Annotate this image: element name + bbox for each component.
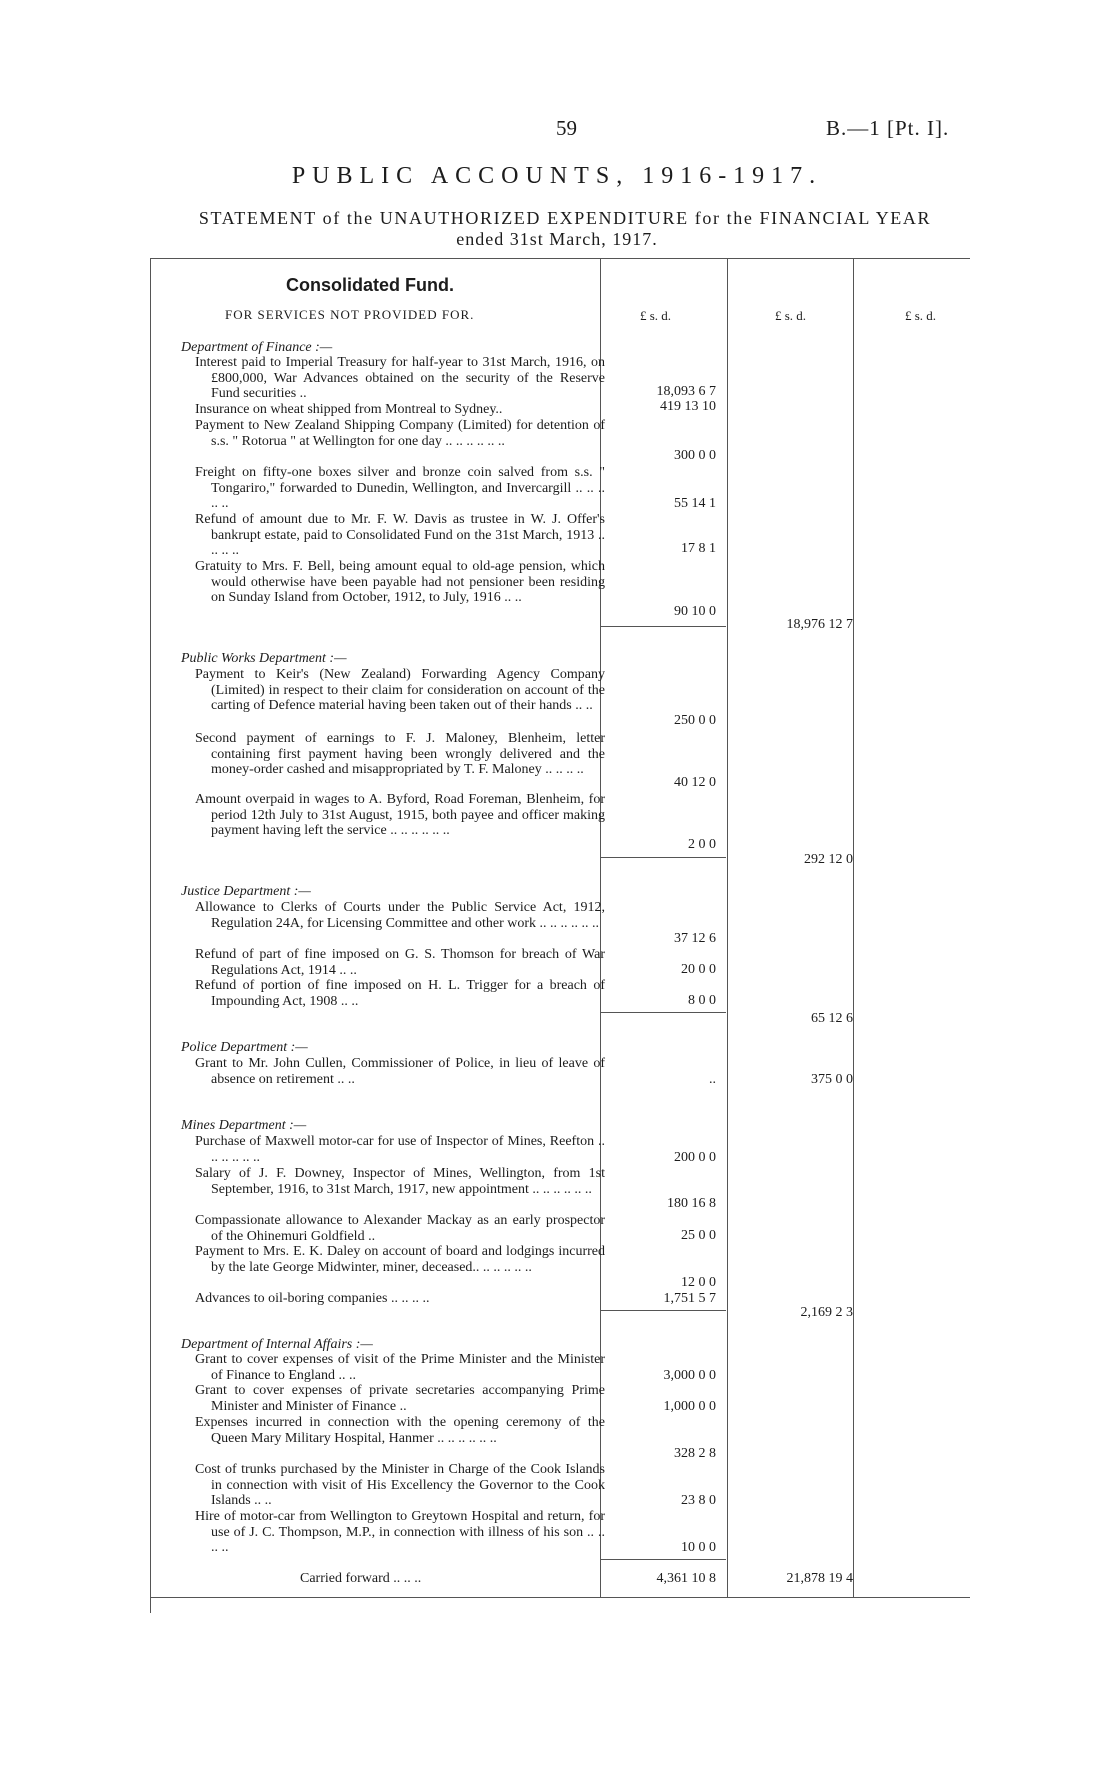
item-amount: 55 14 1 [674,496,716,511]
statement-period: ended 31st March, 1917. [456,229,658,249]
subtotal-rule [600,1012,726,1013]
item-amount: 40 12 0 [674,775,716,790]
carried-forward-amount-1: 4,361 10 8 [656,1571,716,1586]
expenditure-item: Salary of J. F. Downey, Inspector of Mines, Wellington, from 1st September, 1916, to 31st March, 1917, new appointment .. .. .. .. .. .. [195,1166,605,1197]
item-amount: 17 8 1 [681,541,716,556]
carried-forward-label: Carried forward .. .. .. [300,1571,422,1586]
expenditure-item: Expenses incurred in connection with the opening ceremony of the Queen Mary Military Hospital, Hanmer .. .. .. .. .. .. [195,1415,605,1446]
department-total: 65 12 6 [811,1011,853,1026]
amount-column-2-rule [727,258,728,1598]
document-reference: B.—1 [Pt. I]. [826,116,950,140]
item-amount: 90 10 0 [674,604,716,619]
expenditure-item: Compassionate allowance to Alexander Mackay as an early prospector of the Ohinemuri Goldfield .. [195,1213,605,1244]
item-amount: 12 0 0 [681,1275,716,1290]
subtotal-rule [600,857,726,858]
currency-header-3: £ s. d. [905,308,937,323]
subtotal-rule [600,1559,726,1560]
item-amount: 25 0 0 [681,1228,716,1243]
expenditure-item: Payment to Mrs. E. K. Daley on account of board and lodgings incurred by the late George Midwinter, miner, deceased.. .. .. .. .. .. [195,1244,605,1275]
item-amount: 2 0 0 [688,837,716,852]
item-amount: 20 0 0 [681,962,716,977]
currency-header-2: £ s. d. [775,308,807,323]
subtotal-rule [600,626,726,627]
item-amount: 1,751 5 7 [663,1291,716,1306]
table-top-rule [150,258,970,259]
item-amount: 3,000 0 0 [663,1368,716,1383]
expenditure-item: Allowance to Clerks of Courts under the Public Service Act, 1912, Regulation 24A, for Licensing Committee and other work .. .. .. .. .. .. [195,900,605,931]
expenditure-item: Amount overpaid in wages to A. Byford, Road Foreman, Blenheim, for period 12th July to 31st August, 1915, both payee and officer making payment having left the service .. .. .. .. .. .. [195,792,605,839]
department-heading: Department of Internal Affairs :— [181,1337,373,1352]
expenditure-item: Refund of portion of fine imposed on H. L. Trigger for a breach of Impounding Act, 1908 .. .. [195,978,605,1009]
expenditure-item: Payment to New Zealand Shipping Company (Limited) for detention of s.s. " Rotorua " at Wellington for one day .. .. .. .. .. .. [195,418,605,449]
department-total: 18,976 12 7 [786,617,853,632]
expenditure-item: Interest paid to Imperial Treasury for half-year to 31st March, 1916, on £800,000, War Advances obtained on the security of the Reserve Fund securities .. [195,355,605,402]
expenditure-item: Gratuity to Mrs. F. Bell, being amount equal to old-age pension, which would otherwise have been payable had not pensioner been residing on Sunday Island from October, 1912, to July, 1916 .. .. [195,559,605,606]
statement-title: STATEMENT of the UNAUTHORIZED EXPENDITURE for the FINANCIAL YEAR [198,208,932,228]
item-amount: 180 16 8 [667,1196,716,1211]
expenditure-item: Purchase of Maxwell motor-car for use of Inspector of Mines, Reefton .. .. .. .. .. .. [195,1134,605,1165]
table-bottom-rule [150,1597,970,1598]
expenditure-item: Payment to Keir's (New Zealand) Forwarding Agency Company (Limited) in respect to their claim for consideration on account of the carting of Defence material having been taken out of their hands .. .. [195,667,605,714]
department-heading: Public Works Department :— [181,651,347,666]
department-total: 2,169 2 3 [800,1305,853,1320]
item-amount: 8 0 0 [688,993,716,1008]
item-amount: 18,093 6 7 [656,384,716,399]
expenditure-item: Grant to cover expenses of visit of the Prime Minister and the Minister of Finance to England .. .. [195,1352,605,1383]
subtotal-rule [600,1310,726,1311]
page-title: PUBLIC ACCOUNTS, 1916-1917. [291,163,823,189]
expenditure-item: Insurance on wheat shipped from Montreal to Sydney.. [195,402,503,417]
expenditure-item: Second payment of earnings to F. J. Maloney, Blenheim, letter containing first payment having been wrongly delivered and the money-order cashed and misappropriated by T. F. Maloney .. .. .. .. [195,731,605,778]
department-total: 375 0 0 [811,1072,853,1087]
expenditure-item: Advances to oil-boring companies .. .. .. .. [195,1291,430,1306]
services-heading: FOR SERVICES NOT PROVIDED FOR. [225,307,475,322]
department-total: 292 12 0 [804,852,853,867]
item-amount: 419 13 10 [660,399,716,414]
department-heading: Police Department :— [181,1040,308,1055]
currency-header-1: £ s. d. [640,308,672,323]
fund-title: Consolidated Fund. [286,275,454,295]
department-heading: Justice Department :— [181,884,311,899]
page-number: 59 [556,116,577,140]
expenditure-item: Cost of trunks purchased by the Minister in Charge of the Cook Islands in connection with visit of His Excellency the Governor to the Cook Islands .. .. [195,1462,605,1509]
expenditure-item: Grant to Mr. John Cullen, Commissioner of Police, in lieu of leave of absence on retirement .. .. [195,1056,605,1087]
expenditure-item: Freight on fifty-one boxes silver and bronze coin salved from s.s. " Tongariro," forwarded to Dunedin, Wellington, and Invercargill .. .. .. .. .. [195,465,605,512]
expenditure-item: Hire of motor-car from Wellington to Greytown Hospital and return, for use of J. C. Thompson, M.P., in connection with illness of his son .. .. .. .. [195,1509,605,1556]
item-amount: .. [709,1072,716,1087]
department-heading: Mines Department :— [181,1118,307,1133]
carried-forward-amount-2: 21,878 19 4 [786,1571,853,1586]
item-amount: 37 12 6 [674,931,716,946]
table-left-rule [150,258,151,1613]
item-amount: 250 0 0 [674,713,716,728]
item-amount: 10 0 0 [681,1540,716,1555]
department-heading: Department of Finance :— [181,340,333,355]
amount-column-3-rule [853,258,854,1598]
item-amount: 23 8 0 [681,1493,716,1508]
expenditure-item: Grant to cover expenses of private secretaries accompanying Prime Minister and Minister of Finance .. [195,1383,605,1414]
item-amount: 200 0 0 [674,1150,716,1165]
expenditure-item: Refund of amount due to Mr. F. W. Davis as trustee in W. J. Offer's bankrupt estate, paid to Consolidated Fund on the 31st March, 1913 .. .. .. .. [195,512,605,559]
expenditure-item: Refund of part of fine imposed on G. S. Thomson for breach of War Regulations Act, 1914 .. .. [195,947,605,978]
item-amount: 1,000 0 0 [663,1399,716,1414]
item-amount: 328 2 8 [674,1446,716,1461]
item-amount: 300 0 0 [674,448,716,463]
